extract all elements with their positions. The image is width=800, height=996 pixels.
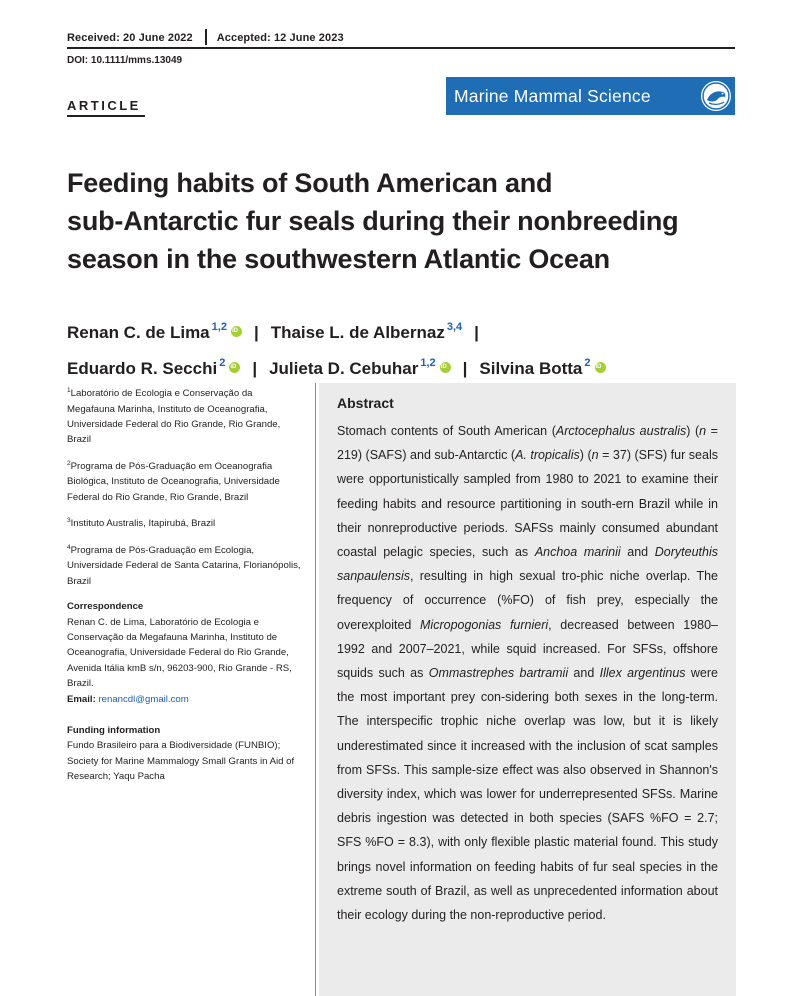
abstract-segment: , resulting in high sexual tro-phic niche overlap. The frequency of occurrence (%FO) of fish prey, especially the overexploited <box>337 569 718 632</box>
correspondence-text: Renan C. de Lima, Laboratório de Ecologia e Conservação da Megafauna Marinha, Instituto de Oceanografia, Universidade Federal do Rio Grande, Avenida Itália kmB s/n, 96203-900, Rio Grande - RS, Brazil. Email: renancdl@gmail.com <box>67 616 292 705</box>
orcid-icon[interactable] <box>229 362 240 373</box>
article-type-label: ARTICLE <box>67 98 141 113</box>
abstract-italic-term: n <box>699 424 707 438</box>
affiliation: $^2$Programa de Pós-Graduação em Oceanografia Biológica, Instituto de Oceanografia, Universidade Federal do Rio Grande, Rio Grande, Brazil <box>67 459 280 503</box>
abstract-segment: ) ( <box>686 424 700 438</box>
author-name: Renan C. de Lima <box>67 323 210 342</box>
author-affiliation-sup: 1,2 <box>420 357 436 369</box>
abstract-segment: Stomach contents of South American ( <box>337 424 556 438</box>
publication-dates <box>67 30 344 46</box>
author-affiliation-sup: 3,4 <box>446 321 463 333</box>
abstract-segment: and <box>620 545 655 560</box>
affiliation: $^1$Laboratório de Ecologia e Conservação da Megafauna Marinha, Instituto de Oceanografia, Universidade Federal do Rio Grande, Rio Grande, Brazil <box>67 387 281 446</box>
article-type-underline <box>67 115 145 117</box>
abstract-italic-term: n <box>591 448 599 463</box>
abstract-text <box>337 419 718 927</box>
received-date: Received: 20 June 2022 <box>67 31 193 44</box>
author-separator: | <box>474 323 479 342</box>
affiliation: $^4$Programa de Pós-Graduação em Ecologia, Universidade Federal de Santa Catarina, Florianópolis, Brazil <box>67 543 301 587</box>
orcid-icon[interactable] <box>440 362 451 373</box>
author-name: Silvina Botta <box>479 359 583 378</box>
author-separator: | <box>462 359 468 378</box>
seal-logo-icon <box>701 81 731 111</box>
abstract-italic-term: Micropogonias furnieri <box>420 617 549 632</box>
title-line: season in the southwestern Atlantic Ocean <box>67 244 610 274</box>
affiliation: $^3$Instituto Australis, Itapirubá, Brazil <box>67 517 216 530</box>
funding-text: Fundo Brasileiro para a Biodiversidade (FUNBIO); Society for Marine Mammalogy Small Grants in Aid of Research; Yaqu Pacha <box>67 740 295 783</box>
abstract-italic-term: Ommastrephes bartramii <box>428 666 569 681</box>
author-separator: | <box>252 359 258 378</box>
abstract-segment: = 37) (SFS) fur seals were opportunistically sampled from 1980 to 2021 to examine their feeding habits and resource partitioning in south-ern Brazil while in their nonreproductive periods. SAFSs mainly consumed abundant coastal pelagic species, such as <box>337 448 718 560</box>
correspondence-heading: Correspondence <box>67 601 144 613</box>
author-separator: | <box>253 323 259 342</box>
abstract-segment: were the most important prey con-sidering both sexes in the long-term. The interspecific trophic niche overlap was low, but it is likely underestimated since it increased with the inclusion of scat samples from SFSs. This sample-size effect was also observed in Shannon's diversity index, which was lower for underrepresented SFSs. Marine debris ingestion was detected in both species (SAFS %FO = 2.7; SFS %FO = 8.3), with only flexible plastic material found. This study brings novel information on feeding habits of fur seal species in the extreme south of Brazil, as well as unprecedented information about their ecology during the non-reproductive period. <box>337 666 718 923</box>
abstract-segment: and <box>568 666 600 681</box>
author-name: Eduardo R. Secchi <box>67 359 218 378</box>
abstract-italic-term: Doryteuthis sanpaulensis <box>337 545 718 584</box>
orcid-icon[interactable] <box>231 326 242 337</box>
orcid-icon[interactable] <box>595 362 606 373</box>
abstract-box <box>319 383 736 996</box>
abstract-italic-term: Arctocephalus australis <box>555 424 687 438</box>
title-line: sub-Antarctic fur seals during their nonbreeding <box>67 206 679 236</box>
accepted-date: Accepted: 12 June 2023 <box>216 31 344 44</box>
author-affiliation-sup: 1,2 <box>211 321 227 333</box>
email-label: Email: <box>67 693 96 705</box>
title-line: Feeding habits of South American and <box>67 168 553 198</box>
author-name: Julieta D. Cebuhar <box>269 359 419 378</box>
funding-heading: Funding information <box>67 725 161 737</box>
abstract-italic-term: Illex argentinus <box>599 666 686 681</box>
abstract-italic-term: Anchoa marinii <box>534 545 621 560</box>
abstract-heading: Abstract <box>337 395 394 411</box>
article-title <box>67 164 747 278</box>
abstract-italic-term: A. tropicalis <box>515 448 580 463</box>
author-name: Thaise L. de Albernaz <box>270 323 445 342</box>
date-divider <box>205 29 207 45</box>
abstract-segment: = 219) (SAFS) and sub-Antarctic ( <box>337 424 718 463</box>
email-link[interactable]: renancdl@gmail.com <box>98 693 189 705</box>
journal-banner <box>446 77 735 115</box>
journal-name: Marine Mammal Science <box>454 85 651 106</box>
author-affiliation-sup: 2 <box>219 357 226 369</box>
abstract-segment: ) ( <box>579 448 592 463</box>
doi-text: DOI: 10.1111/mms.13049 <box>67 55 183 66</box>
abstract-segment: , decreased between 1980–1992 and 2007–2021, while squid increased. For SFSs, offshore squids such as <box>337 617 718 681</box>
author-affiliation-sup: 2 <box>584 357 591 369</box>
author-list <box>67 312 757 384</box>
header-rule <box>67 47 735 49</box>
sidebar-info <box>67 383 303 785</box>
